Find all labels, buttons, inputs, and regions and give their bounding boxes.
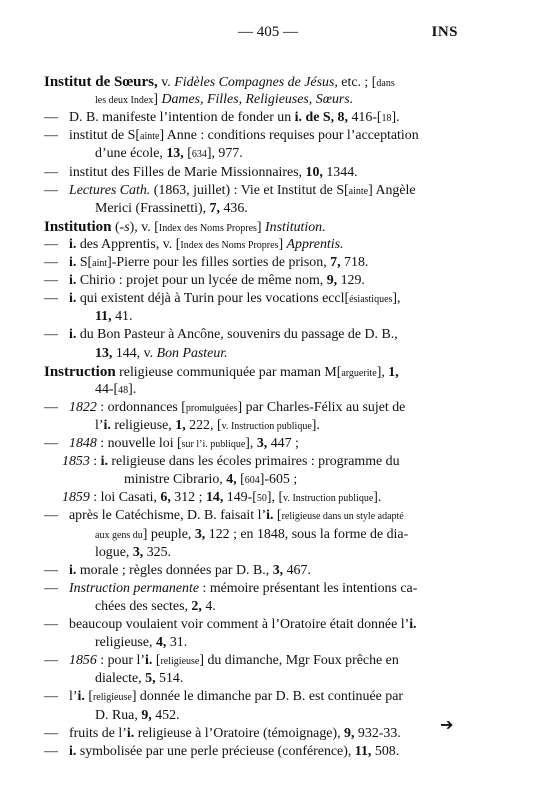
entry-text: beaucoup voulaient voir comment à l’Oratoire était donnée l’ xyxy=(69,617,410,632)
subentry-dash: — xyxy=(44,617,58,632)
bold-reference: 9, xyxy=(326,273,338,289)
subentry-line xyxy=(44,580,417,598)
subentry-dash: — xyxy=(44,399,58,415)
entry-text: religieuse à l’Oratoire (témoignage), xyxy=(134,725,345,741)
bold-reference: i. xyxy=(69,255,77,270)
entry-text: ] Angèle xyxy=(368,182,416,198)
entry-text: 932-33. xyxy=(354,725,401,741)
subentry-line xyxy=(44,127,419,146)
entry-text: religieuse, xyxy=(95,635,156,651)
entry-text: (1863, juillet) : Vie et Institut de S[ xyxy=(150,182,349,198)
entry-text: 508. xyxy=(371,743,400,759)
entry-text: ]-Pierre pour les filles sorties de prison, xyxy=(107,255,331,270)
entry-text: religieuse, xyxy=(110,417,176,433)
editorial-expansion: Index des Noms Propres xyxy=(180,239,279,251)
entry-text: ], 977. xyxy=(206,146,243,162)
bold-reference: i. xyxy=(69,236,77,252)
subentry-line xyxy=(44,399,405,418)
entry-text: 436. xyxy=(220,200,248,216)
subentry-line xyxy=(44,725,401,743)
entry-text: d’une école, xyxy=(95,146,167,162)
subentry-line xyxy=(44,164,358,182)
subentry-line xyxy=(44,254,368,273)
entry-text: ] du dimanche, Mgr Foux prêche en xyxy=(199,653,399,669)
bold-reference: 9, xyxy=(344,725,355,741)
entry-text: Merici (Frassinetti), xyxy=(95,200,210,216)
subentry-line xyxy=(44,562,311,580)
bold-reference: 3, xyxy=(194,526,206,542)
subentry-dash: — xyxy=(44,725,58,741)
subentry-dash: — xyxy=(44,110,58,126)
entry-text: du Bon Pasteur à Ancône, souvenirs du passage de D. B., xyxy=(76,327,398,343)
entry-text: 447 ; xyxy=(267,436,299,451)
editorial-expansion: religieuse xyxy=(160,656,200,668)
entry-text: ]-605 ; xyxy=(259,472,298,488)
entry-text: 44-[ xyxy=(95,381,119,397)
entry-text: : loi Casati, xyxy=(89,490,161,506)
bold-reference: 4, xyxy=(226,472,237,488)
entry-text: ] donnée le dimanche par D. B. est continuée par xyxy=(131,689,403,705)
page-number: — 405 — xyxy=(238,24,298,40)
entry-text: 1848 xyxy=(69,436,97,451)
subentry-line xyxy=(44,743,399,761)
subentry-dash: — xyxy=(44,255,58,270)
subentry-dash: — xyxy=(44,182,58,198)
entry-heading-line xyxy=(44,363,399,383)
editorial-expansion: sur l’i. publique xyxy=(181,439,246,450)
entry-text: ] xyxy=(278,236,287,252)
bold-reference: 8, xyxy=(337,110,348,126)
entry-text: Bon Pasteur. xyxy=(156,345,228,361)
bold-reference: 11, xyxy=(95,309,112,325)
bold-reference: i. xyxy=(145,653,153,669)
entry-continuation-line xyxy=(95,381,136,400)
entry-continuation-line xyxy=(95,91,353,110)
bold-reference: 9, xyxy=(141,707,152,723)
entry-text: fruits de l’ xyxy=(69,725,127,741)
entry-text: 416-[ xyxy=(347,110,382,126)
bold-reference: i. xyxy=(69,273,77,289)
entry-text: ]. xyxy=(128,381,137,397)
entry-continuation-line xyxy=(95,200,248,218)
entry-text: s xyxy=(124,219,130,235)
entry-text: v. xyxy=(157,75,175,90)
entry-text: 325. xyxy=(143,544,172,560)
editorial-expansion: dans xyxy=(376,78,395,89)
subentry-line xyxy=(44,236,344,255)
editorial-expansion: Instruction publique xyxy=(230,420,312,432)
entry-text: etc. ; [ xyxy=(337,75,377,90)
entry-text: religieuse dans les écoles primaires : programme du xyxy=(107,454,400,470)
entry-text: 4. xyxy=(201,598,216,614)
entry-text: l’ xyxy=(95,417,104,433)
entry-text: ] Anne : conditions requises pour l’acceptation xyxy=(159,128,419,144)
bold-reference: 5, xyxy=(145,671,156,687)
entry-text: ]. xyxy=(311,417,320,433)
entry-text: [ xyxy=(152,653,161,669)
entry-text: Instruction permanente xyxy=(69,580,200,596)
entry-text: l’ xyxy=(69,689,78,705)
bold-reference: 7, xyxy=(330,255,341,270)
entry-heading-line xyxy=(44,218,326,238)
entry-text: 31. xyxy=(166,635,188,651)
entry-text: 222, [ xyxy=(185,417,222,433)
bold-reference: i. xyxy=(69,291,77,307)
bold-reference: i. xyxy=(100,454,108,470)
entry-text: 1853 xyxy=(62,454,90,470)
subentry-dash: — xyxy=(44,580,58,596)
entry-text: : pour l’ xyxy=(96,653,146,669)
entry-text: ], xyxy=(376,364,389,380)
entry-text: 122 ; en 1848, sous la forme de dia- xyxy=(205,526,409,542)
entry-text: chées des sectes, xyxy=(95,598,192,614)
entry-text: [ xyxy=(84,689,93,705)
bold-reference: 6, xyxy=(160,490,171,506)
editorial-expansion: Instruction publique xyxy=(292,493,374,505)
entry-text: [ xyxy=(183,146,192,162)
subentry-line xyxy=(62,489,381,508)
bold-reference: 10, xyxy=(305,164,323,180)
editorial-expansion: promulguées xyxy=(185,402,238,414)
bold-reference: 14, xyxy=(205,490,224,506)
subentry-dash: — xyxy=(44,436,58,451)
subentry-dash: — xyxy=(44,128,58,144)
entry-text: dialecte, xyxy=(95,671,146,687)
editorial-expansion: aux gens du xyxy=(95,529,143,541)
editorial-expansion: 634 xyxy=(191,149,207,161)
continuation-arrow-icon: ➔ xyxy=(440,715,454,734)
editorial-expansion: v. xyxy=(283,493,293,505)
entry-text: 1822 xyxy=(69,399,97,415)
entry-text: 514. xyxy=(155,671,184,687)
bold-reference: i. xyxy=(103,417,111,433)
entry-text: ] xyxy=(153,92,162,108)
subentry-dash: — xyxy=(44,327,58,343)
bold-reference: i. xyxy=(126,725,135,741)
entry-text: [ xyxy=(273,508,282,524)
editorial-expansion: 604 xyxy=(244,475,260,487)
bold-reference: 3, xyxy=(132,544,144,560)
subentry-line xyxy=(44,652,399,671)
bold-reference: i. xyxy=(69,327,77,343)
bold-reference: i. xyxy=(69,743,77,759)
editorial-expansion: aint xyxy=(92,258,108,269)
entry-text: ], xyxy=(392,291,401,307)
entry-headword: Instruction xyxy=(44,363,116,380)
subentry-dash: — xyxy=(44,562,58,578)
running-head-key: INS xyxy=(431,24,458,40)
entry-text: Institution. xyxy=(265,219,326,235)
entry-headword: Institut de Sœurs, xyxy=(44,74,158,90)
subentry-line xyxy=(44,272,365,290)
bold-reference: 11, xyxy=(354,743,372,759)
entry-text: : xyxy=(89,454,101,470)
entry-continuation-line xyxy=(95,598,216,616)
subentry-line xyxy=(44,290,401,309)
entry-text: symbolisée par une perle précieuse (conférence), xyxy=(76,743,355,759)
bold-reference: 4, xyxy=(155,635,167,651)
entry-text: ] peuple, xyxy=(142,526,195,542)
bold-reference: 3, xyxy=(272,562,284,578)
editorial-expansion: 50 xyxy=(256,493,267,505)
bold-reference: 7, xyxy=(209,200,220,216)
entry-text: 1344. xyxy=(322,164,358,180)
bold-reference: i. xyxy=(69,562,77,578)
bold-reference: 1, xyxy=(388,364,399,380)
entry-text: (- xyxy=(111,219,125,235)
editorial-expansion: les deux Index xyxy=(95,95,154,107)
entry-text: Apprentis. xyxy=(286,236,344,252)
entry-text: des Apprentis, v. [ xyxy=(76,236,181,252)
editorial-expansion: ainte xyxy=(348,185,369,197)
entry-text: 149-[ xyxy=(223,490,257,506)
subentry-dash: — xyxy=(44,689,58,705)
entry-text: Dames, Filles, Religieuses, Sœurs. xyxy=(161,92,354,108)
entry-text: ], [ xyxy=(266,490,284,506)
entry-continuation-line xyxy=(95,417,320,436)
entry-heading-line xyxy=(44,73,395,93)
entry-text: morale ; règles données par D. B., xyxy=(76,562,273,578)
entry-continuation-line xyxy=(95,308,132,326)
entry-text: 1859 xyxy=(62,490,90,506)
entry-text: logue, xyxy=(95,544,133,560)
bold-reference: i. xyxy=(294,110,303,126)
subentry-line xyxy=(44,109,400,128)
editorial-expansion: religieuse dans un style adapté xyxy=(281,511,404,523)
entry-text: institut de S[ xyxy=(69,128,140,144)
entry-text: Fidèles Compagnes de Jésus, xyxy=(174,75,338,90)
entry-continuation-line xyxy=(95,345,228,363)
entry-continuation-line xyxy=(95,145,243,164)
subentry-dash: — xyxy=(44,273,58,289)
bold-reference: 3, xyxy=(256,436,268,451)
entry-text: 312 ; xyxy=(170,490,206,506)
entry-text: : mémoire présentant les intentions ca- xyxy=(199,580,418,596)
editorial-expansion: religieuse xyxy=(92,692,132,704)
entry-text: ]. xyxy=(391,110,400,126)
entry-text: 452. xyxy=(151,707,180,723)
subentry-line xyxy=(44,507,404,526)
entry-text: 41. xyxy=(111,309,133,325)
entry-text: S[ xyxy=(76,255,93,270)
entry-text: Chirio : projet pour un lycée de même nom, xyxy=(76,273,327,289)
entry-text: Lectures Cath. xyxy=(69,182,151,198)
subentry-line xyxy=(44,182,416,201)
editorial-expansion: v. xyxy=(221,420,231,432)
editorial-expansion: 48 xyxy=(118,384,129,396)
subentry-dash: — xyxy=(44,743,58,759)
editorial-expansion: 18 xyxy=(381,113,392,125)
bold-reference: 13, xyxy=(166,146,184,162)
entry-text: [ xyxy=(236,472,245,488)
entry-text: D. B. manifeste l’intention de fonder un xyxy=(69,110,295,126)
bold-reference: 1, xyxy=(175,417,186,433)
subentry-dash: — xyxy=(44,508,58,524)
subentry-line xyxy=(44,435,299,454)
entry-continuation-line xyxy=(95,670,183,688)
entry-continuation-line xyxy=(95,544,171,562)
bold-reference: i. xyxy=(77,689,85,705)
editorial-expansion: ainte xyxy=(140,131,160,143)
entry-headword: Institution xyxy=(44,218,112,235)
entry-continuation-line xyxy=(95,707,180,725)
entry-text: : ordonnances [ xyxy=(96,399,186,415)
subentry-line xyxy=(44,326,398,344)
subentry-dash: — xyxy=(44,236,58,252)
bold-reference: de S, xyxy=(305,110,335,126)
subentry-dash: — xyxy=(44,164,58,180)
entry-text: ), v. [ xyxy=(129,219,159,235)
entry-continuation-line xyxy=(95,526,408,545)
subentry-dash: — xyxy=(44,291,58,307)
subentry-line xyxy=(44,688,403,707)
entry-text: 129. xyxy=(337,273,365,289)
entry-text: religieuse communiquée par maman M[ xyxy=(115,364,342,380)
bold-reference: i. xyxy=(409,617,417,632)
subentry-dash: — xyxy=(44,653,58,669)
entry-text: ministre Cibrario, xyxy=(124,472,227,488)
entry-continuation-line xyxy=(124,471,297,490)
subentry-line xyxy=(62,453,400,471)
bold-reference: 13, xyxy=(95,345,113,361)
entry-text: ] par Charles-Félix au sujet de xyxy=(237,399,406,415)
entry-text: 718. xyxy=(340,255,369,270)
entry-text: ] xyxy=(256,219,266,235)
editorial-expansion: arguerite xyxy=(341,367,377,379)
editorial-expansion: ésiastiques xyxy=(349,294,393,306)
entry-continuation-line xyxy=(95,634,187,652)
entry-text: 467. xyxy=(283,562,311,578)
bold-reference: 2, xyxy=(191,598,202,614)
entry-text: ], xyxy=(245,436,257,451)
entry-text: D. Rua, xyxy=(95,707,142,723)
bold-reference: i. xyxy=(266,508,274,524)
subentry-line xyxy=(44,616,417,634)
entry-text: qui existent déjà à Turin pour les vocations eccl[ xyxy=(76,291,350,307)
entry-text: 144, v. xyxy=(112,345,157,361)
editorial-expansion: Index des Noms Propres xyxy=(158,222,257,234)
entry-text: institut des Filles de Marie Missionnaires, xyxy=(69,164,306,180)
entry-text: 1856 xyxy=(69,653,97,669)
entry-text: : nouvelle loi [ xyxy=(96,436,182,451)
entry-text: après le Catéchisme, D. B. faisait l’ xyxy=(69,508,267,524)
entry-text: ]. xyxy=(373,490,382,506)
